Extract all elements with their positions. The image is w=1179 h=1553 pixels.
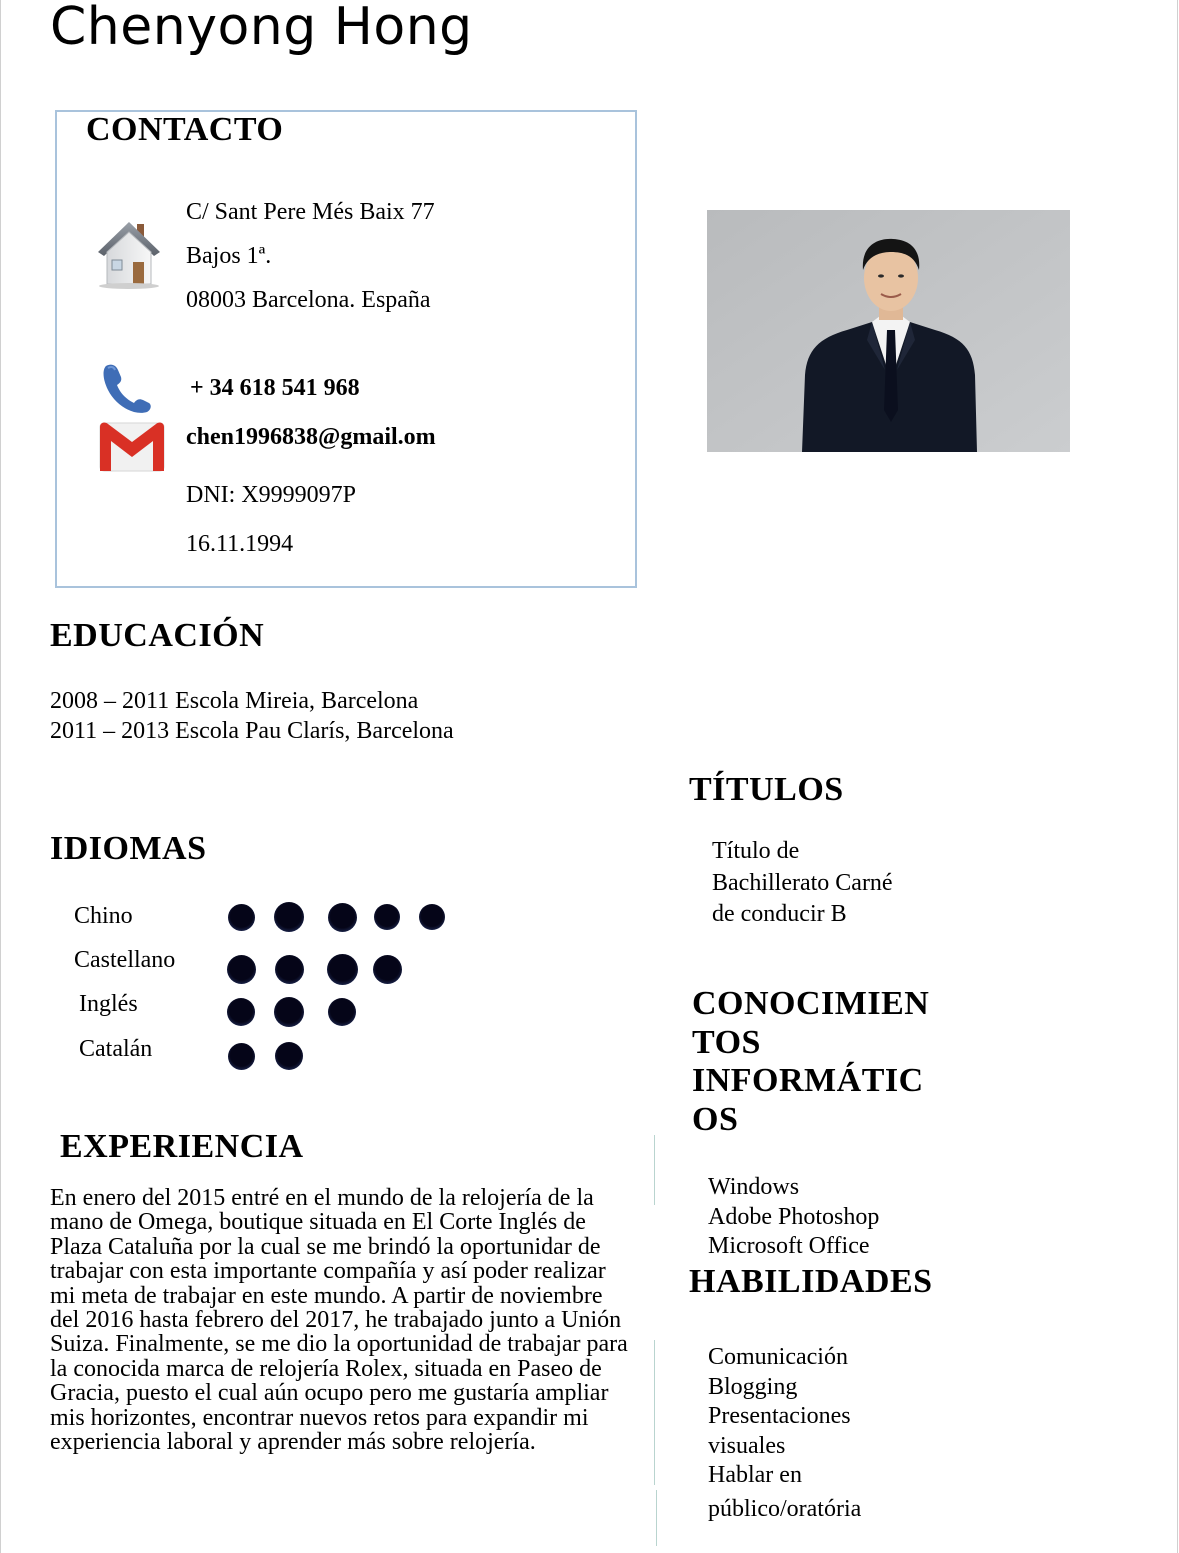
skill-item: público/oratória: [708, 1495, 862, 1522]
gmail-icon: [98, 421, 166, 473]
language-name: Castellano: [74, 947, 176, 973]
language-name: Inglés: [79, 991, 138, 1017]
computer-skill-item: Adobe Photoshop: [708, 1203, 880, 1230]
language-level-dot: [275, 955, 304, 984]
language-name: Chino: [74, 903, 133, 929]
skills-list: [708, 1343, 861, 1524]
skill-item: Presentaciones: [708, 1403, 851, 1429]
language-level-dot: [275, 1042, 303, 1070]
column-divider: [654, 1135, 655, 1205]
language-level-dot: [274, 902, 304, 932]
languages-heading: IDIOMAS: [50, 830, 207, 867]
skill-item: Hablar en: [708, 1462, 802, 1488]
language-level-dot: [227, 955, 256, 984]
email-address: chen1996838@gmail.om: [186, 424, 436, 450]
language-level-dot: [228, 1043, 255, 1070]
language-level-dot: [328, 998, 356, 1026]
language-level-dot: [419, 904, 445, 930]
skill-item: visuales: [708, 1432, 786, 1459]
address-line-2: Bajos 1ª.: [186, 243, 272, 269]
column-divider: [656, 1490, 657, 1546]
language-level-dot: [327, 954, 358, 985]
language-level-dot: [227, 998, 255, 1026]
titles-line: Título de: [712, 838, 800, 864]
skills-heading: HABILIDADES: [689, 1263, 933, 1300]
house-icon: [96, 218, 162, 290]
address-line-1: C/ Sant Pere Més Baix 77: [186, 199, 435, 225]
address-line-3: 08003 Barcelona. España: [186, 287, 431, 313]
language-level-dot: [274, 997, 304, 1027]
titles-line: Bachillerato Carné: [712, 869, 893, 896]
education-item: 2008 – 2011 Escola Mireia, Barcelona: [50, 688, 419, 714]
titles-list: [712, 836, 893, 931]
phone-number: + 34 618 541 968: [190, 375, 360, 401]
candidate-name: Chenyong Hong: [50, 0, 473, 57]
computer-skills-heading-line: INFORMÁTIC: [692, 1062, 924, 1099]
computer-skills-heading: [692, 985, 929, 1139]
computer-skills-heading-line: OS: [692, 1100, 739, 1138]
experience-heading: EXPERIENCIA: [60, 1128, 304, 1165]
computer-skills-heading-line: TOS: [692, 1023, 761, 1061]
page-right-edge: [1177, 0, 1178, 1553]
contact-box: [55, 110, 637, 588]
computer-skills-heading-line: CONOCIMIEN: [692, 985, 930, 1022]
computer-skill-item: Windows: [708, 1174, 800, 1200]
contact-heading: CONTACTO: [86, 111, 284, 148]
language-level-dot: [373, 955, 402, 984]
computer-skill-item: Microsoft Office: [708, 1233, 870, 1259]
dni: DNI: X9999097P: [186, 482, 357, 508]
profile-photo: [707, 210, 1070, 452]
education-heading: EDUCACIÓN: [50, 617, 265, 654]
column-divider: [654, 1340, 655, 1485]
titles-line: de conducir B: [712, 901, 847, 927]
experience-description: En enero del 2015 entré en el mundo de la relojería de la mano de Omega, boutique situada en El Corte Inglés de Plaza Cataluña por la cual se me brindó la oportunidar de trabajar con esta importante compañía y así poder realizar mi meta de trabajar en este mundo. A partir de noviembre del 2016 hasta febrero del 2017, he trabajado junto a Unión Suiza. Finalmente, se me dio la oportunidad de trabajar para la conocida marca de relojería Rolex, situada en Paseo de Gracia, puesto el cual aún ocupo pero me gustaría ampliar mis horizontes, encontrar nuevos retos para expandir mi experiencia laboral y aprender más sobre relojería.: [50, 1185, 628, 1456]
computer-skills-list: [708, 1173, 879, 1262]
language-name: Catalán: [79, 1036, 153, 1062]
skill-item: Comunicación: [708, 1344, 848, 1370]
education-item: 2011 – 2013 Escola Pau Clarís, Barcelona: [50, 718, 454, 744]
phone-icon: [102, 362, 152, 414]
page-left-edge: [0, 0, 1, 1553]
titles-heading: TÍTULOS: [689, 771, 844, 808]
birthdate: 16.11.1994: [186, 531, 294, 557]
language-level-dot: [328, 903, 357, 932]
skill-item: Blogging: [708, 1373, 798, 1400]
language-level-dot: [228, 904, 255, 931]
language-level-dot: [374, 904, 400, 930]
